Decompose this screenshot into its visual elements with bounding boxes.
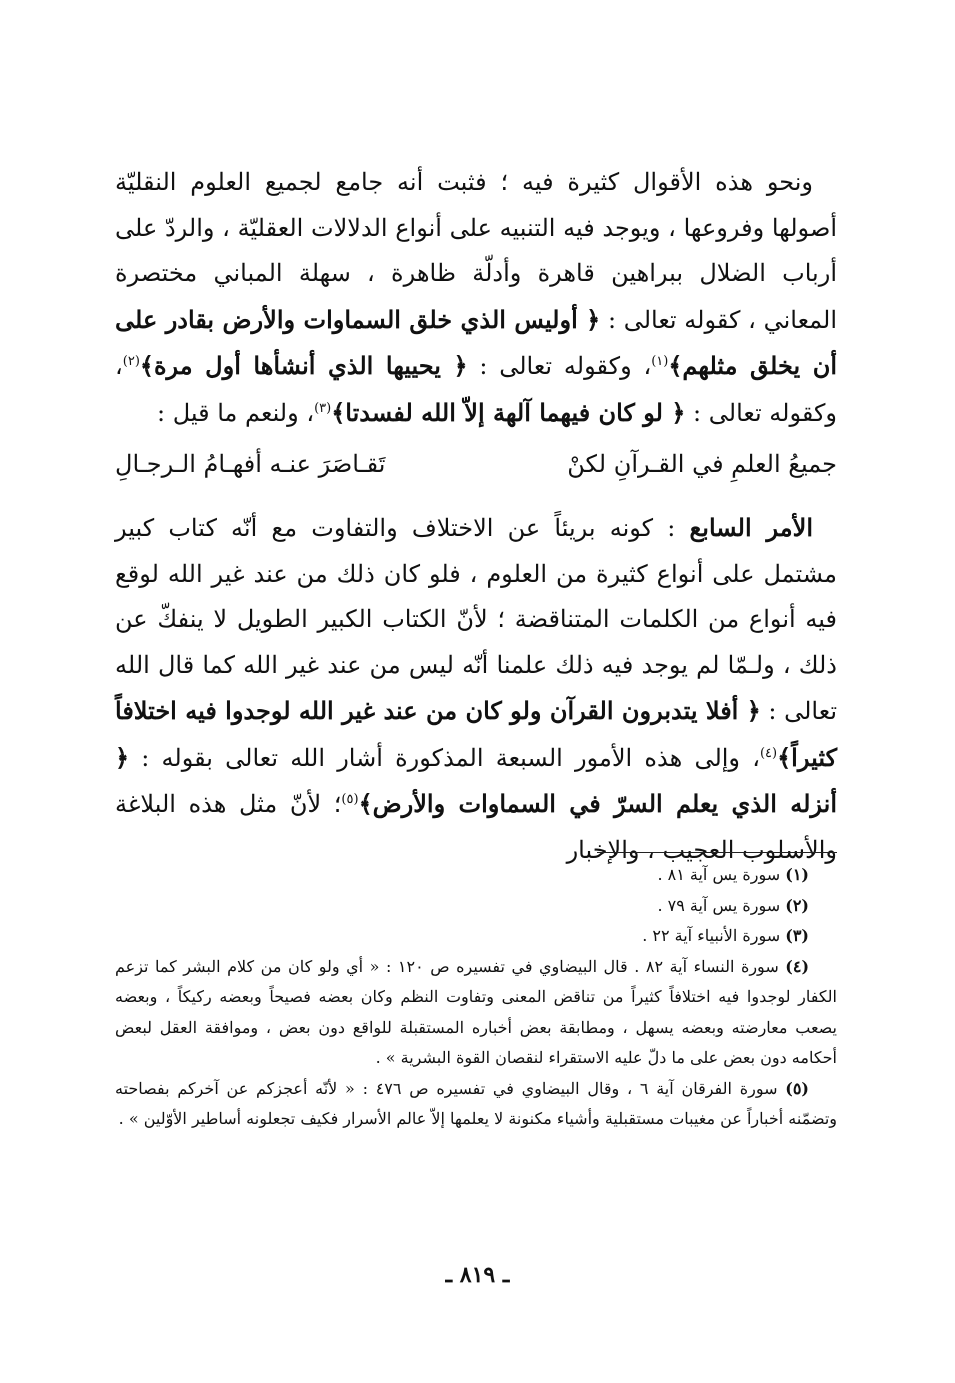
main-text — [115, 160, 837, 873]
footnote-ref: (١) — [651, 354, 669, 369]
paragraph-2 — [115, 505, 837, 873]
footnote-3 — [115, 921, 837, 952]
text-run: ونحو هذه الأقوال كثيرة فيه ؛ فثبت أنه جامع لجميع العلوم النقليّة أصولها وفروعها ، ويوجد فيه التنبيه على أنواع الدلالات العقليّة ، والردّ على أرباب الضلال ببراهين قاهرة وأدلّة ظاهرة ، سهلة المباني مختصرة المعاني ، كقوله تعالى : — [115, 168, 838, 334]
footnote-4 — [115, 952, 837, 1074]
footnote-ref: (٤) — [759, 745, 778, 761]
footnote-text: سورة الأنبياء آية ٢٢ . — [642, 926, 786, 945]
footnote-separator — [597, 852, 837, 853]
text-run: : كونه بريئاً عن الاختلاف والتفاوت مع أنّه كتاب كبير مشتمل على أنواع كثيرة من العلوم ، فلو كان ذلك من عند غير الله لوقع فيه أنواع من الكلمات المتناقضة ؛ لأنّ الكتاب الكبير الطويل لا ينفكّ عن ذلك ، ولـمّا لم يوجد فيه ذلك علمنا أنّه ليس من عند غير الله كما قال الله تعالى : — [115, 514, 838, 725]
poem-verse — [115, 442, 837, 487]
footnote-text: سورة الفرقان آية ٦ ، وقال البيضاوي في تفسيره ص ٤٧٦ : « لأنّه أعجزكم عن آخركم بفصاحته وتضمّنه أخباراً عن مغيبات مستقبلية وأشياء مكنونة لا يعلمها إلاّ عالم الأسرار فكيف تجعلونه أساطير الأوّلين » . — [115, 1078, 837, 1128]
quran-verse: ﴿ لو كان فيهما آلهة إلاّ الله لفسدتا﴾ — [331, 397, 686, 427]
text-run: ، ولنعم ما قيل : — [156, 398, 315, 427]
footnote-ref: (٥) — [341, 792, 359, 807]
page-number: ـ ٨١٩ ـ — [445, 1262, 510, 1288]
section-heading: الأمر السابع — [689, 513, 813, 542]
footnote-number: (١) — [785, 865, 809, 884]
quran-verse: ﴿ يحييها الذي أنشأها أول مرة﴾ — [139, 351, 468, 380]
text-run: ، وكقوله تعالى : — [467, 352, 652, 380]
footnote-number: (٣) — [785, 926, 809, 945]
footnote-number: (٤) — [785, 956, 810, 976]
text-run: ؛ لأنّ مثل هذه البلاغة والأسلوب العجيب ، والإخبار — [115, 790, 837, 864]
footnote-number: (٥) — [785, 1078, 809, 1098]
paragraph-1 — [115, 160, 837, 436]
text-run: ، وإلى هذه الأمور السبعة المذكورة أشار الله تعالى بقوله : — [129, 743, 760, 772]
footnote-1 — [115, 860, 837, 891]
poem-hemistich-left: تَقـاصَرَ عنـه أفهـامُ الـرجـالِ — [115, 450, 386, 478]
footnote-text: سورة يس آية ٧٩ . — [657, 895, 786, 915]
footnote-5 — [115, 1074, 837, 1135]
footnote-number: (٢) — [785, 895, 809, 915]
footnote-ref: (٣) — [314, 400, 332, 416]
footnote-ref: (٢) — [122, 354, 140, 369]
quran-verse: ﴿ أوليس الذي خلق السماوات والأرض بقادر على أن يخلق مثلهم﴾ — [115, 304, 838, 380]
footnote-text: سورة النساء آية ٨٢ . قال البيضاوي في تفسيره ص ١٢٠ : « أي ولو كان من كلام البشر كما تزعم الكفار لوجدوا فيه اختلافاً كثيراً من تناقض المعنى وتفاوت النظم وكان بعضه فصيحاً وبعضه ركيكاً ، وبعضه يصعب معارضته وبعضه يسهل ، ومطابقة بعض أخباره المستقبلة للواقع دون بعض ، وموافقة العقل لبعض أحكامه دون بعض على ما دلّ عليه الاستقراء لنقصان القوة البشرية » . — [115, 956, 837, 1067]
footnote-2 — [115, 891, 837, 922]
footnotes — [115, 860, 837, 1135]
quran-verse: ﴿ أنزله الذي يعلم السرّ في السماوات والأرض﴾ — [115, 742, 837, 818]
footnote-text: سورة يس آية ٨١ . — [657, 865, 786, 884]
poem-hemistich-right: جميعُ العلمِ في القـرآنِ لكنْ — [567, 450, 837, 478]
quran-verse: ﴿ أفلا يتدبرون القرآن ولو كان من عند غير الله لوجدوا فيه اختلافاً كثيراً﴾ — [115, 696, 837, 772]
text-run: ، وكقوله تعالى : — [115, 352, 837, 427]
